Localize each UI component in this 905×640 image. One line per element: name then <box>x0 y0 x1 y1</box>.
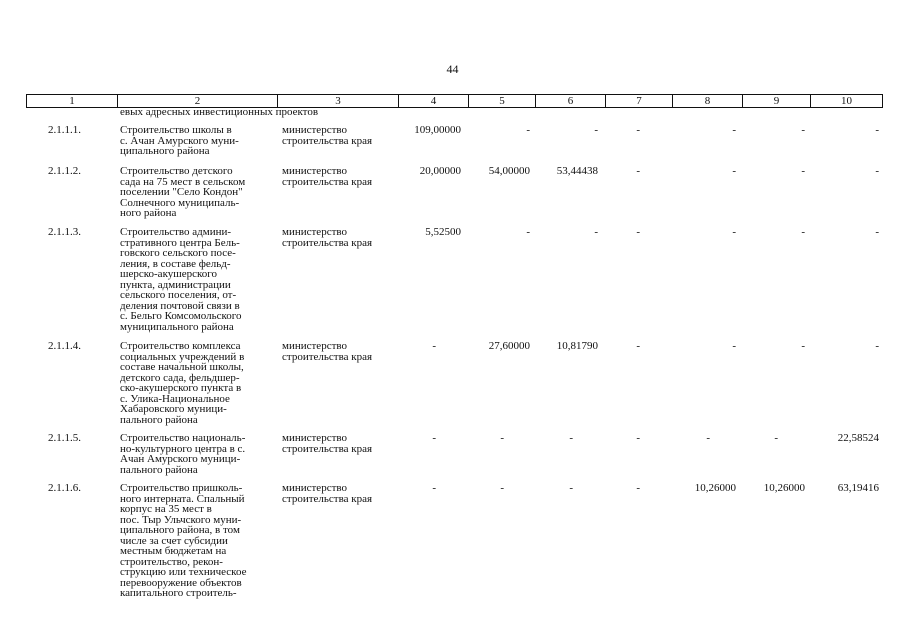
value-col-10: - <box>875 165 879 177</box>
column-header-6: 6 <box>535 95 605 107</box>
value-col-10: - <box>875 226 879 238</box>
value-col-9: - <box>801 340 805 352</box>
value-col-9: 10,26000 <box>763 482 805 494</box>
row-number: 2.1.1.5. <box>48 432 81 444</box>
value-col-6: - <box>569 482 573 494</box>
column-header-3: 3 <box>277 95 398 107</box>
value-col-5: - <box>526 226 530 238</box>
column-header-10: 10 <box>810 95 882 107</box>
value-col-10: - <box>875 340 879 352</box>
value-col-10: - <box>875 124 879 136</box>
row-number: 2.1.1.2. <box>48 165 81 177</box>
row-executor: министерство строительства края <box>282 340 373 363</box>
column-header-8: 8 <box>672 95 742 107</box>
value-col-7: - <box>636 124 640 136</box>
column-header-2: 2 <box>117 95 277 107</box>
value-col-8: - <box>732 124 736 136</box>
value-col-8: - <box>732 340 736 352</box>
value-col-7: - <box>636 340 640 352</box>
value-col-6: - <box>594 124 598 136</box>
row-number: 2.1.1.6. <box>48 482 81 494</box>
row-executor: министерство строительства края <box>282 226 373 249</box>
value-col-7: - <box>636 165 640 177</box>
value-col-9: - <box>801 124 805 136</box>
value-col-4: - <box>432 432 436 444</box>
row-name: Строительство школы в с. Ачан Амурского муни- ципального района <box>120 124 239 157</box>
value-col-4: - <box>432 340 436 352</box>
value-col-6: 10,81790 <box>556 340 598 352</box>
continuation-text: евых адресных инвестиционных проектов <box>120 106 319 118</box>
row-executor: министерство строительства края <box>282 165 373 188</box>
value-col-5: 27,60000 <box>488 340 530 352</box>
value-col-8: 10,26000 <box>694 482 736 494</box>
value-col-5: - <box>526 124 530 136</box>
value-col-6: - <box>594 226 598 238</box>
value-col-10: 63,19416 <box>837 482 879 494</box>
value-col-9: - <box>801 165 805 177</box>
row-number: 2.1.1.1. <box>48 124 81 136</box>
value-col-6: - <box>569 432 573 444</box>
column-header-1: 1 <box>69 95 75 107</box>
value-col-4: 5,52500 <box>425 226 461 238</box>
row-name: Строительство админи- стративного центра Бель- говского сельского посе- ления, в составе фельд- шерско-акушерского пункта, администрации сельского поселения, от- деления почтовой связи в с. Бельго Комсомольского муниципального района <box>120 226 242 333</box>
value-col-4: 20,00000 <box>419 165 461 177</box>
value-col-4: 109,00000 <box>414 124 461 136</box>
row-name: Строительство комплекса социальных учреждений в составе начальной школы, детского сада, фельдшер- ско-акушерского пункта в с. Улика-Национальное Хабаровского муници- пального района <box>120 340 245 426</box>
value-col-7: - <box>636 226 640 238</box>
row-number: 2.1.1.4. <box>48 340 81 352</box>
value-col-5: 54,00000 <box>488 165 530 177</box>
row-executor: министерство строительства края <box>282 432 373 455</box>
value-col-10: 22,58524 <box>837 432 879 444</box>
column-header-4: 4 <box>398 95 468 107</box>
row-name: Строительство детского сада на 75 мест в сельском поселении "Село Кондон" Солнечного муниципаль- ного района <box>120 165 246 219</box>
row-name: Строительство пришколь- ного интерната. Спальный корпус на 35 мест в пос. Тыр Ульчского муни- ципального района, в том числе за счет субсидии местным бюджетам на строительство, рекон- струкцию или техническое перевооружение объектов капитального строитель- <box>120 482 247 599</box>
value-col-8: - <box>706 432 710 444</box>
row-name: Строительство националь- но-культурного центра в с. Ачан Амурского муници- пального района <box>120 432 246 476</box>
value-col-9: - <box>801 226 805 238</box>
value-col-7: - <box>636 432 640 444</box>
value-col-5: - <box>500 432 504 444</box>
value-col-9: - <box>774 432 778 444</box>
value-col-7: - <box>636 482 640 494</box>
row-number: 2.1.1.3. <box>48 226 81 238</box>
value-col-8: - <box>732 165 736 177</box>
value-col-4: - <box>432 482 436 494</box>
column-header-9: 9 <box>742 95 810 107</box>
column-header-5: 5 <box>468 95 535 107</box>
row-executor: министерство строительства края <box>282 482 373 505</box>
value-col-5: - <box>500 482 504 494</box>
row-executor: министерство строительства края <box>282 124 373 147</box>
value-col-8: - <box>732 226 736 238</box>
column-header-7: 7 <box>605 95 672 107</box>
value-col-6: 53,44438 <box>556 165 598 177</box>
page-number: 44 <box>446 62 459 76</box>
